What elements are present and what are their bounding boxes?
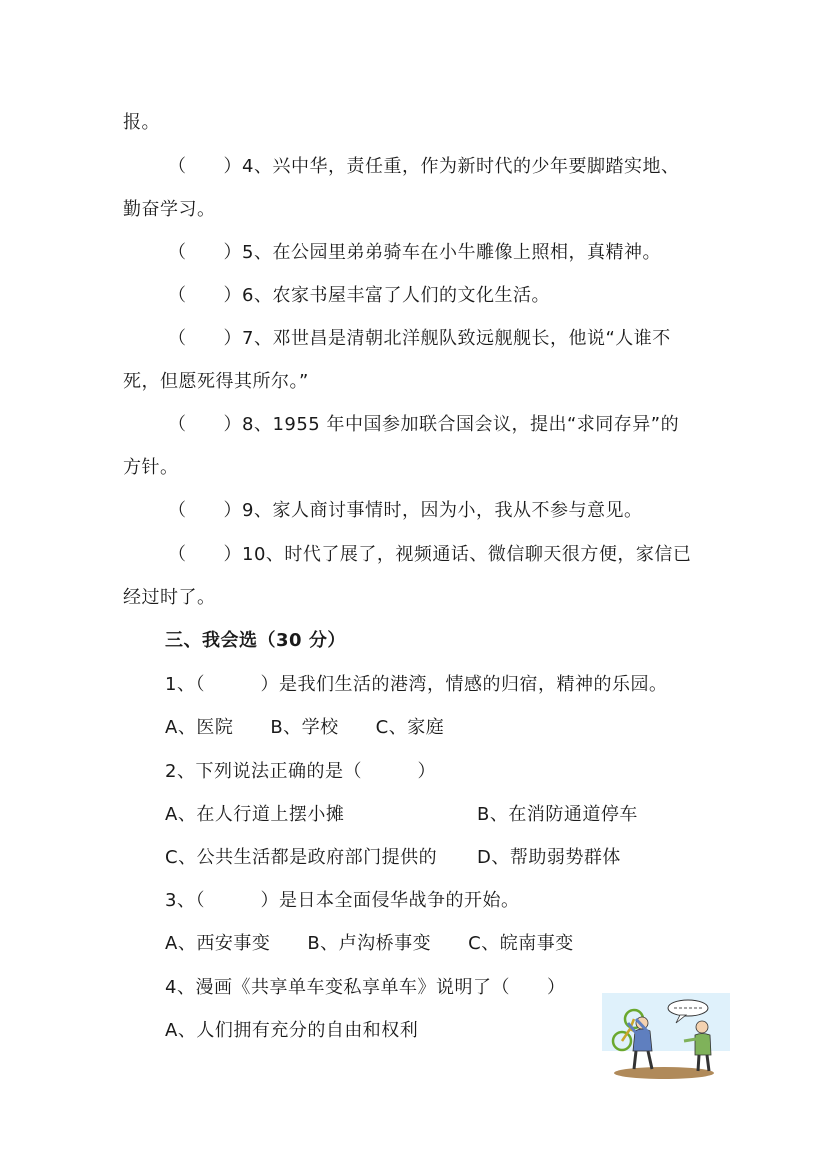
tf-item-4-line1: （ ）4、兴中华，责任重，作为新时代的少年要脚踏实地、	[168, 156, 680, 177]
mc-question-3: 3、（ ）是日本全面侵华战争的开始。	[165, 890, 520, 911]
mc-question-2-option-d: D、帮助弱势群体	[477, 847, 621, 868]
tf-tail-text: 报。	[123, 112, 160, 133]
mc-question-2: 2、下列说法正确的是（ ）	[165, 761, 436, 782]
mc-question-2-option-c: C、公共生活都是政府部门提供的	[165, 847, 438, 868]
mc-question-1: 1、（ ）是我们生活的港湾，情感的归宿，精神的乐园。	[165, 674, 668, 695]
tf-item-7-line2: 死，但愿死得其所尔。”	[123, 371, 309, 392]
shared-bike-cartoon-image	[602, 993, 730, 1081]
mc-question-2-option-a: A、在人行道上摆小摊	[165, 804, 345, 825]
tf-item-10-line1: （ ）10、时代了展了，视频通话、微信聊天很方便，家信已	[168, 544, 692, 565]
mc-question-4-option-a: A、人们拥有充分的自由和权利	[165, 1020, 419, 1041]
tf-item-9: （ ）9、家人商讨事情时，因为小，我从不参与意见。	[168, 500, 643, 521]
tf-item-5: （ ）5、在公园里弟弟骑车在小牛雕像上照相，真精神。	[168, 242, 661, 263]
mc-question-3-options: A、西安事变 B、卢沟桥事变 C、皖南事变	[165, 933, 574, 954]
mc-question-2-option-b: B、在消防通道停车	[477, 804, 638, 825]
tf-item-8-line2: 方针。	[123, 457, 179, 478]
mc-question-1-options: A、医院 B、学校 C、家庭	[165, 717, 445, 738]
tf-item-4-line2: 勤奋学习。	[123, 199, 216, 220]
mc-question-4: 4、漫画《共享单车变私享单车》说明了（ ）	[165, 977, 566, 998]
tf-item-8-line1: （ ）8、1955 年中国参加联合国会议，提出“求同存异”的	[168, 414, 680, 435]
tf-item-7-line1: （ ）7、邓世昌是清朝北洋舰队致远舰舰长，他说“人谁不	[168, 328, 671, 349]
tf-item-6: （ ）6、农家书屋丰富了人们的文化生活。	[168, 285, 550, 306]
section-title: 三、我会选（30 分）	[165, 630, 346, 651]
tf-item-10-line2: 经过时了。	[123, 587, 216, 608]
